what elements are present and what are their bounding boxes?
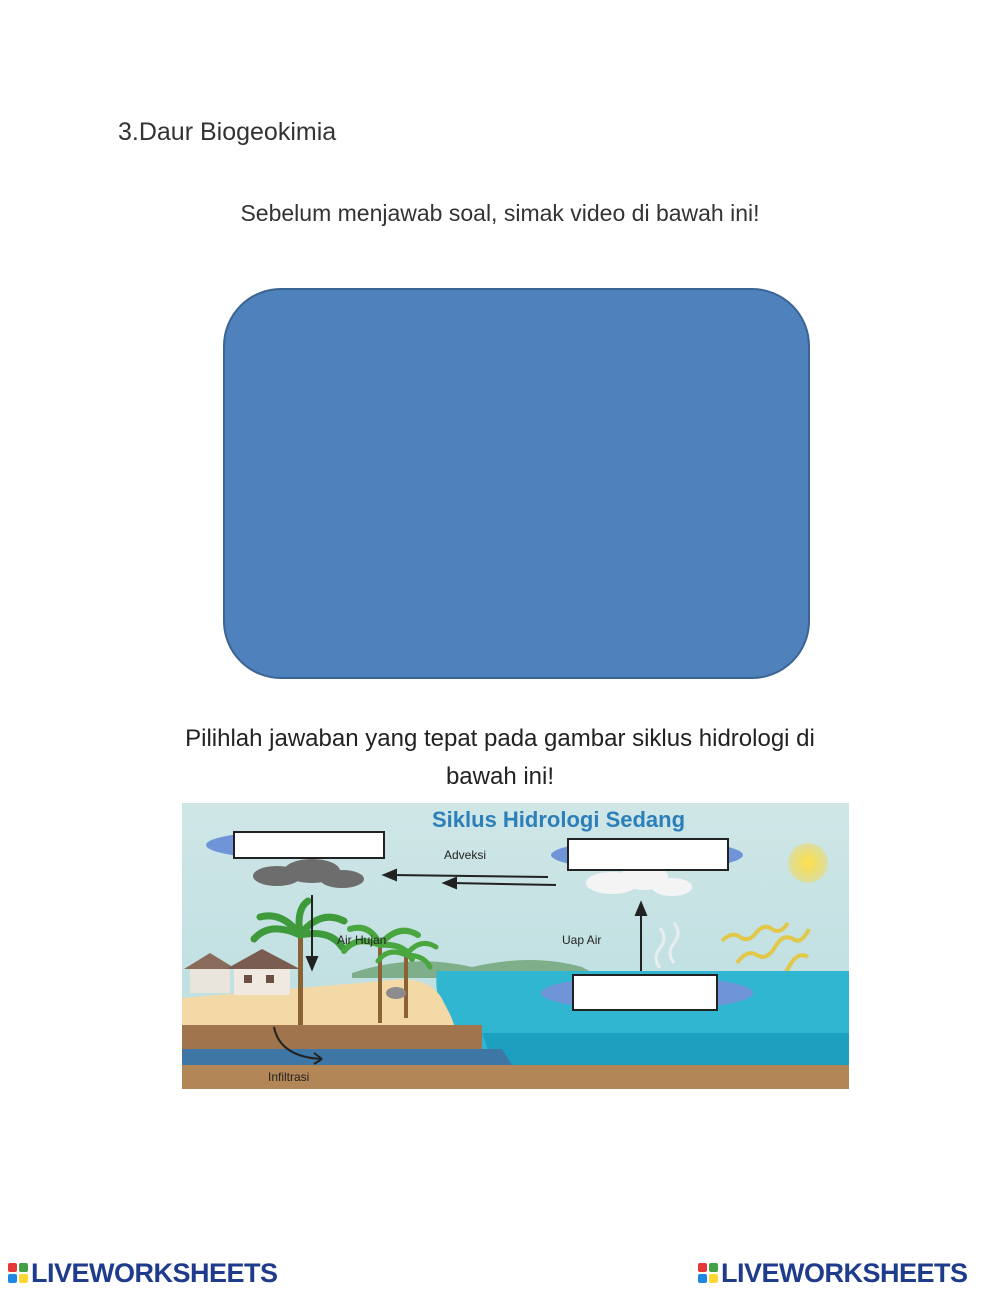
video-player[interactable] [223, 288, 810, 679]
answer-input-3[interactable] [572, 974, 718, 1011]
vapor-label: Uap Air [562, 933, 602, 947]
infiltration-label: Infiltrasi [268, 1070, 310, 1084]
liveworksheets-logo-right[interactable] [698, 1259, 968, 1287]
liveworksheets-logo-icon [698, 1263, 718, 1283]
groundwater [182, 1049, 512, 1065]
liveworksheets-logo-left[interactable] [8, 1259, 278, 1287]
question-instruction-line2: bawah ini! [445, 763, 555, 790]
video-instruction: Sebelum menjawab soal, simak video di bawah ini! [240, 200, 760, 226]
liveworksheets-logo-icon [8, 1263, 28, 1283]
answer-input-1[interactable] [233, 831, 385, 859]
question-instruction-line1: Pilihlah jawaban yang tepat pada gambar siklus hidrologi di [185, 725, 815, 752]
rain-label: Air Hujan [337, 933, 387, 947]
sun-icon [788, 843, 828, 883]
section-heading: 3.Daur Biogeokimia [118, 118, 337, 146]
answer-input-2[interactable] [567, 838, 729, 871]
logo-text: LIVEWORKSHEETS [721, 1257, 968, 1288]
diagram-title: Siklus Hidrologi Sedang [432, 807, 686, 832]
rock [386, 987, 406, 999]
advection-label: Adveksi [444, 848, 487, 862]
hydrologic-cycle-diagram [182, 803, 849, 1089]
logo-text: LIVEWORKSHEETS [31, 1257, 278, 1288]
question-instruction [0, 720, 1000, 796]
